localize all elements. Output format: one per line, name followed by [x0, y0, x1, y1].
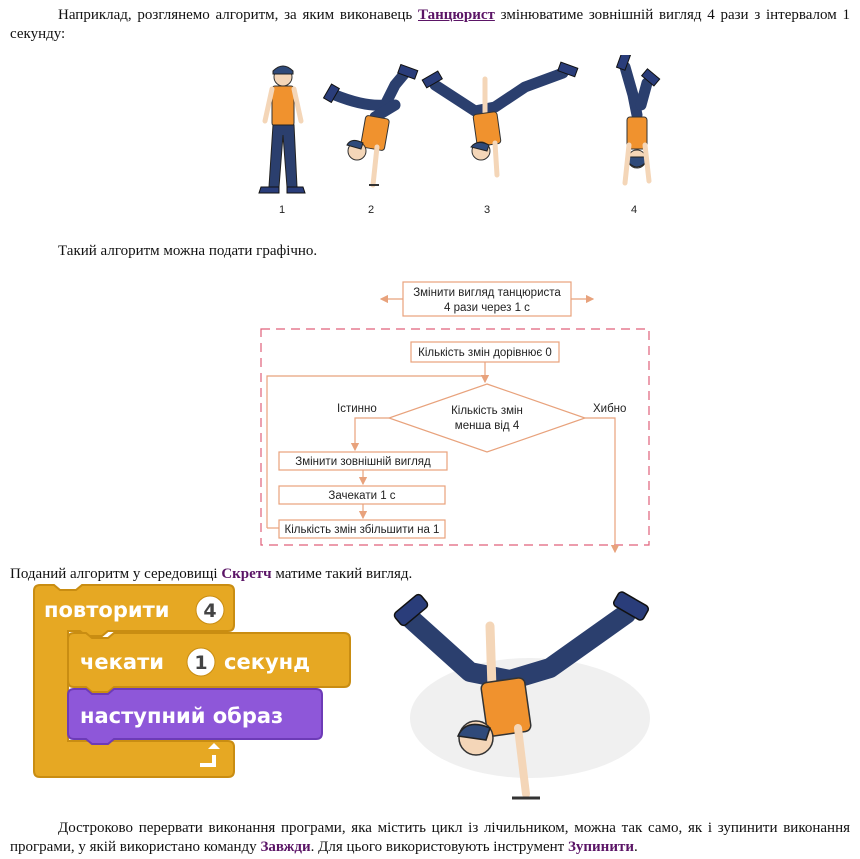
repeat-count: 4 [203, 600, 217, 622]
outro-text-1: Достроково перервати виконання програми, яка містить цикл із лічильником, можна так само, як і зупинити виконання програми, у якій використано команду [10, 820, 850, 855]
flow-start-line2: 4 рази через 1 с [444, 302, 530, 314]
flow-true-label: Істинно [337, 403, 377, 415]
dancer-figure-2 [324, 65, 418, 185]
flow-start-line1: Змінити вигляд танцюриста [413, 287, 561, 299]
flow-init-text: Кількість змін дорівнює 0 [418, 347, 552, 359]
flow-step2-text: Зачекати 1 с [328, 490, 396, 502]
outro-paragraph [10, 819, 850, 857]
wait-unit: секунд [224, 650, 311, 674]
scratch-note [10, 565, 850, 584]
executor-link[interactable]: Танцюрист [417, 7, 495, 23]
flow-cond-line2: менша від 4 [454, 420, 520, 432]
dancer-figure-4 [617, 55, 660, 183]
outro-text-2: . Для цього використовують інструмент [310, 839, 568, 855]
figure-label-1: 1 [279, 204, 286, 216]
intro-paragraph [10, 6, 850, 44]
scratch-note-text: Поданий алгоритм у середовищі [10, 566, 222, 582]
dancer-figures [245, 55, 665, 220]
wait-label: чекати [80, 650, 164, 674]
scratch-note-text-end: матиме такий вигляд. [271, 566, 413, 582]
outro-text-3: . [633, 839, 638, 855]
env-name: Скретч [221, 566, 272, 582]
flow-condition-diamond [389, 384, 585, 452]
repeat-label: повторити [44, 598, 170, 622]
wait-value: 1 [194, 652, 208, 674]
intro-text: Наприклад, розглянемо алгоритм, за яким виконавець [58, 7, 418, 23]
graphic-note: Такий алгоритм можна подати графічно. [58, 243, 318, 259]
dancer-figure-3 [422, 62, 578, 175]
figure-label-3: 3 [484, 204, 491, 216]
figure-label-2: 2 [368, 204, 375, 216]
flow-cond-line1: Кількість змін [451, 405, 523, 417]
scratch-script[interactable] [28, 583, 358, 783]
always-command: Завжди [260, 839, 311, 855]
intro-text-end: змінюватиме зовнішній вигляд 4 рази з інтервалом 1 секунду: [10, 7, 850, 42]
flow-step3-text: Кількість змін збільшити на 1 [284, 524, 440, 536]
flow-false-label: Хибно [593, 403, 627, 415]
stop-tool: Зупинити [567, 839, 634, 855]
large-dancer-figure [380, 588, 670, 818]
dancer-figure-1 [259, 66, 305, 193]
figure-label-4: 4 [631, 204, 638, 216]
flowchart [255, 278, 655, 556]
flow-step1-text: Змінити зовнішній вигляд [295, 456, 431, 468]
next-costume-label: наступний образ [80, 704, 284, 728]
